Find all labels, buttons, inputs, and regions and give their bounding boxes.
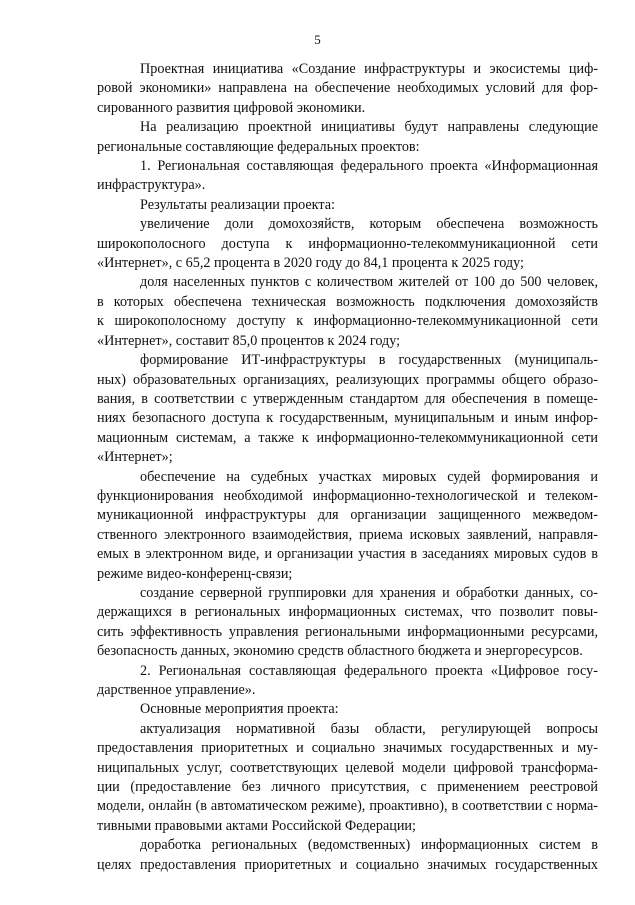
text-line: дарственное управление». <box>97 682 256 698</box>
text-line: ственного электронного взаимодействия, приема исковых заявлений, направля- <box>97 526 598 543</box>
text-line: ции (предоставление без личного присутствия, с применением реестровой <box>97 779 598 796</box>
text-line: доработка региональных (ведомственных) информационных систем в <box>140 837 598 854</box>
text-line: ровой экономики» направлена на обеспечение необходимых условий для фор- <box>97 80 598 97</box>
text-line: режиме видео-конференц-связи; <box>97 565 293 582</box>
text-line: к широкополосному доступу к информационно-телекоммуникационной сети <box>97 313 598 330</box>
text-line: муникационной инфраструктуры для организации защищенного межведом- <box>97 507 598 524</box>
text-line: держащихся в региональных информационных системах, что позволит повы- <box>97 604 598 621</box>
text-line: Основные мероприятия проекта: <box>140 701 339 718</box>
text-line: сированного развития цифровой экономики. <box>97 99 366 116</box>
text-line: «Интернет»; <box>97 449 173 466</box>
text-line: мационным системам, а также к информационно-телекоммуникационной сети <box>97 429 598 446</box>
text-line: На реализацию проектной инициативы будут направлены следующие <box>140 119 598 136</box>
text-line: вания, в соответствии с утвержденным стандартом для обеспечения в помеще- <box>97 390 598 407</box>
text-line: 2. Региональная составляющая федерального проекта «Цифровое госу- <box>140 662 598 679</box>
text-line: 1. Региональная составляющая федерального проекта «Информационная <box>140 158 598 175</box>
text-line: функционирования необходимой информационно-технологической и телеком- <box>97 487 598 504</box>
text-line: целях предоставления приоритетных и социально значимых государственных <box>97 856 598 873</box>
text-line: широкополосного доступа к информационно-телекоммуникационной сети <box>97 235 598 252</box>
text-line: инфраструктура». <box>97 177 206 194</box>
text-line: актуализация нормативной базы области, регулирующей вопросы <box>140 720 598 737</box>
text-line: тивными правовыми актами Российской Федерации; <box>97 817 416 834</box>
document-body <box>97 60 598 875</box>
text-line: в которых обеспечена техническая возможность подключения домохозяйств <box>97 293 598 310</box>
text-line: обеспечение на судебных участках мировых судей формирования и <box>140 468 598 485</box>
text-line: формирование ИТ-инфраструктуры в государственных (муниципаль- <box>140 352 598 369</box>
text-line: Результаты реализации проекта: <box>140 196 335 213</box>
text-line: доля населенных пунктов с количеством жителей от 100 до 500 человек, <box>140 274 598 291</box>
text-line: создание серверной группировки для хранения и обработки данных, со- <box>140 584 598 601</box>
text-line: «Интернет», составит 85,0 процентов к 2024 году; <box>97 332 401 349</box>
text-line: ниях безопасного доступа к государственным, муниципальным и иным инфор- <box>97 410 598 427</box>
text-line: ных) образовательных организациях, реализующих программы общего образо- <box>97 371 598 388</box>
text-line: ниципальных услуг, соответствующих целевой модели цифровой трансформа- <box>97 759 598 776</box>
page-number: 5 <box>314 32 321 47</box>
text-line: сить эффективность управления региональными информационными ресурсами, <box>97 623 598 640</box>
text-line: региональные составляющие федеральных проектов: <box>97 138 420 155</box>
text-line: «Интернет», с 65,2 процента в 2020 году до 84,1 процента к 2025 году; <box>97 255 524 272</box>
text-line: предоставления приоритетных и социально значимых государственных и му- <box>97 740 598 757</box>
text-line: емых в электронном виде, и организации участия в заседаниях мировых судов в <box>97 546 598 563</box>
text-line: модели, онлайн (в автоматическом режиме), проактивно), в соответствии с норма- <box>97 798 598 815</box>
text-line: Проектная инициатива «Создание инфраструктуры и экосистемы циф- <box>140 61 598 77</box>
text-line: безопасность данных, экономию средств областного бюджета и энергоресурсов. <box>97 643 583 660</box>
text-line: увеличение доли домохозяйств, которым обеспечена возможность <box>140 216 598 233</box>
